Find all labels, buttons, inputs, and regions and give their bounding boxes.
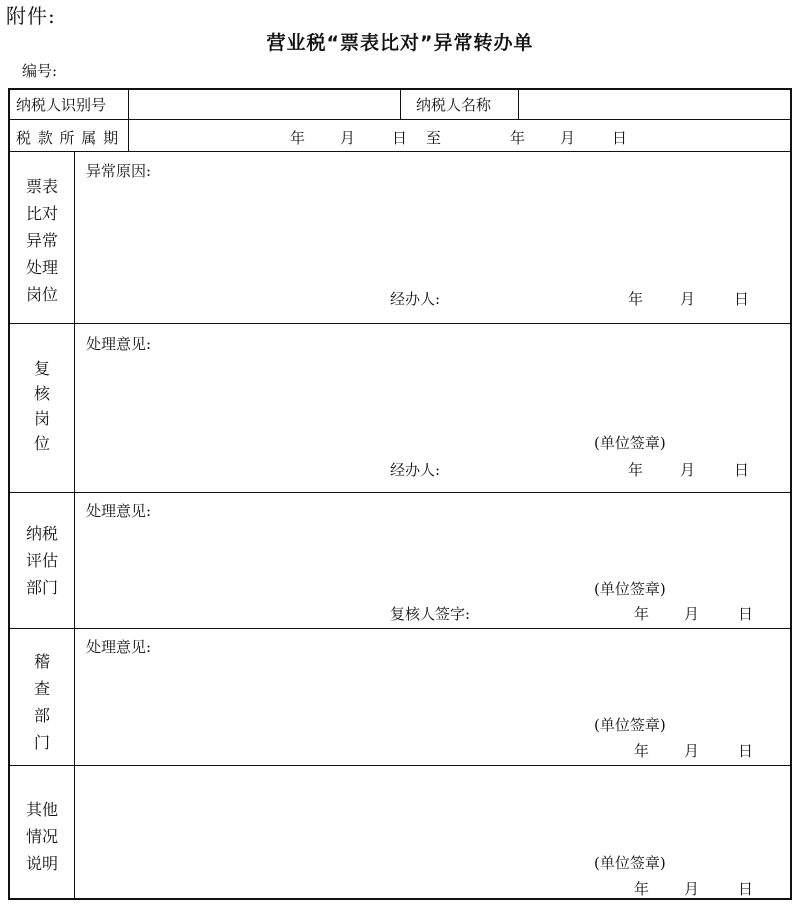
taxpayer-name-label: 纳税人名称 [416, 96, 492, 114]
section-label: 其他 情况 说明 [25, 800, 58, 873]
section-month: 月 [680, 461, 696, 479]
serial-number-label: 编号: [22, 62, 58, 80]
section-heading: 处理意见: [86, 335, 152, 353]
period-start-year: 年 [290, 129, 306, 147]
section-year: 年 [634, 880, 650, 898]
section-label: 票表 比对 异常 处理 岗位 [25, 177, 58, 304]
section-signer: 经办人: [390, 461, 441, 479]
section-stamp: (单位签章) [594, 580, 666, 598]
section-day: 日 [738, 605, 754, 623]
section-heading: 处理意见: [86, 638, 152, 656]
section-label: 复 核 岗 位 [33, 359, 50, 453]
attachment-label: 附件: [6, 4, 56, 28]
section-signer: 复核人签字: [390, 605, 471, 623]
section-month: 月 [684, 742, 700, 760]
section-heading: 异常原因: [86, 162, 152, 180]
period-to: 至 [426, 129, 442, 147]
taxpayer-name-input[interactable] [524, 92, 790, 118]
tax-period-label: 税 款 所 属 期 [16, 129, 120, 147]
taxpayer-id-label: 纳税人识别号 [16, 96, 107, 114]
taxpayer-id-input[interactable] [132, 92, 398, 118]
period-end-month: 月 [560, 129, 576, 147]
period-start-day: 日 [392, 129, 408, 147]
section-label: 稽 查 部 门 [33, 652, 50, 752]
section-label: 纳税 评估 部门 [25, 524, 58, 597]
section-day: 日 [734, 290, 750, 308]
form-title: 营业税“票表比对”异常转办单 [266, 32, 534, 54]
period-end-year: 年 [510, 129, 526, 147]
section-year: 年 [628, 290, 644, 308]
period-end-day: 日 [612, 129, 628, 147]
section-heading: 处理意见: [86, 502, 152, 520]
section-month: 月 [680, 290, 696, 308]
section-stamp: (单位签章) [594, 854, 666, 872]
section-day: 日 [738, 742, 754, 760]
section-month: 月 [684, 605, 700, 623]
section-day: 日 [734, 461, 750, 479]
section-stamp: (单位签章) [594, 716, 666, 734]
section-month: 月 [684, 880, 700, 898]
section-year: 年 [628, 461, 644, 479]
section-stamp: (单位签章) [594, 434, 666, 452]
section-signer: 经办人: [390, 290, 441, 308]
section-year: 年 [634, 605, 650, 623]
section-year: 年 [634, 742, 650, 760]
section-day: 日 [738, 880, 754, 898]
period-start-month: 月 [340, 129, 356, 147]
